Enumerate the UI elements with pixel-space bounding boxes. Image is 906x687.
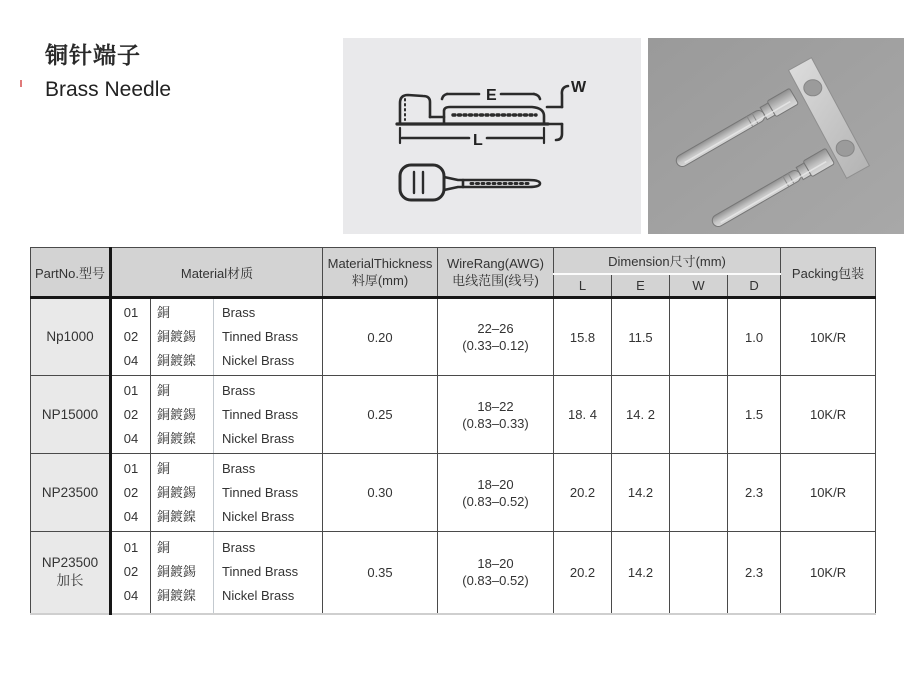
col-header-dim-d: D [728,274,781,298]
col-header-dim-w: W [670,274,728,298]
partno-text2: 加长 [56,573,84,589]
red-tick-mark [20,80,22,87]
wire-range-cell: 18–20 (0.83–0.52) [438,454,554,532]
wire-range-cell: 22–26 (0.33–0.12) [438,298,554,376]
material-cn-cell: 銅 銅鍍錫 銅鍍鎳 [151,454,214,532]
thickness-cell: 0.35 [323,532,438,614]
photo-background [648,38,904,234]
col-header-wire-range [438,248,554,298]
dim-w-cell [670,298,728,376]
partno-cell [31,532,111,614]
part-row-np1000 [31,298,876,376]
dim-w-bracket-bottom [556,124,562,140]
wire-range-cell: 18–20 (0.83–0.52) [438,532,554,614]
col-header-wire-range-en: WireRang(AWG) [446,256,545,271]
packing-cell: 10K/R [781,298,876,376]
material-en-cell: Brass Tinned Brass Nickel Brass [214,532,323,614]
thickness-cell: 0.20 [323,298,438,376]
col-header-dimension: Dimension尺寸(mm) [554,248,781,274]
partno-cell [31,376,111,454]
material-code-cell: 01 02 04 [111,532,151,614]
material-en-cell: Brass Tinned Brass Nickel Brass [214,376,323,454]
packing-cell: 10K/R [781,376,876,454]
product-photo [648,38,904,234]
partno-text: NP15000 [41,406,99,422]
page-title-block [45,40,171,105]
partno-text: NP23500 [41,555,99,571]
material-cn-cell: 銅 銅鍍錫 銅鍍鎳 [151,532,214,614]
material-code-cell: 01 02 04 [111,298,151,376]
strip-hole-2 [836,140,854,156]
partno-text: NP23500 [41,484,99,500]
dim-e-cell: 14.2 [612,532,670,614]
dim-e-right-hook [534,94,540,99]
dim-label-e: E [486,87,497,104]
material-en-cell: Brass Tinned Brass Nickel Brass [214,298,323,376]
dim-label-w: W [571,79,587,96]
material-cn-cell: 銅 銅鍍錫 銅鍍鎳 [151,376,214,454]
dim-d-cell: 2.3 [728,532,781,614]
technical-drawing-panel [343,38,641,234]
material-en-cell: Brass Tinned Brass Nickel Brass [214,454,323,532]
col-header-thickness-cn: 料厚(mm) [351,273,409,288]
part-row-np23500 [31,454,876,532]
material-cn-cell: 銅 銅鍍錫 銅鍍鎳 [151,298,214,376]
dim-w-cell [670,454,728,532]
page-title-english: Brass Needle [45,78,172,101]
partno-cell [31,298,111,376]
material-code-cell: 01 02 04 [111,376,151,454]
col-header-dim-l: L [554,274,612,298]
dim-e-cell: 14.2 [612,454,670,532]
col-header-wire-range-cn: 电线范围(线号) [452,273,539,288]
dim-l-cell: 20.2 [554,454,612,532]
col-header-thickness [323,248,438,298]
dim-d-cell: 1.0 [728,298,781,376]
product-photo-panel [648,38,904,234]
thickness-cell: 0.25 [323,376,438,454]
part-row-np23500-extended [31,532,876,614]
col-header-material: Material材质 [111,248,323,298]
dim-d-cell: 2.3 [728,454,781,532]
dim-l-cell: 15.8 [554,298,612,376]
partno-cell [31,454,111,532]
wire-range-cell: 18–22 (0.83–0.33) [438,376,554,454]
spec-table [30,247,876,615]
partno-text: Np1000 [46,329,94,344]
col-header-thickness-en: MaterialThickness [327,256,433,271]
part-row-np15000 [31,376,876,454]
material-code-cell: 01 02 04 [111,454,151,532]
dim-w-cell [670,376,728,454]
col-header-dim-e: E [612,274,670,298]
page-title-chinese: 铜针端子 [45,42,141,68]
thickness-cell: 0.30 [323,454,438,532]
dim-d-cell: 1.5 [728,376,781,454]
dim-l-cell: 20.2 [554,532,612,614]
col-header-partno: PartNo.型号 [31,248,111,298]
dim-w-bracket-top [562,86,568,107]
dim-l-cell: 18. 4 [554,376,612,454]
dim-e-cell: 11.5 [612,298,670,376]
technical-drawing [343,38,641,234]
packing-cell: 10K/R [781,532,876,614]
dim-e-cell: 14. 2 [612,376,670,454]
strip-hole-1 [804,80,822,96]
packing-cell: 10K/R [781,454,876,532]
col-header-packing: Packing包装 [781,248,876,298]
dim-w-cell [670,532,728,614]
dim-label-l: L [473,132,483,149]
